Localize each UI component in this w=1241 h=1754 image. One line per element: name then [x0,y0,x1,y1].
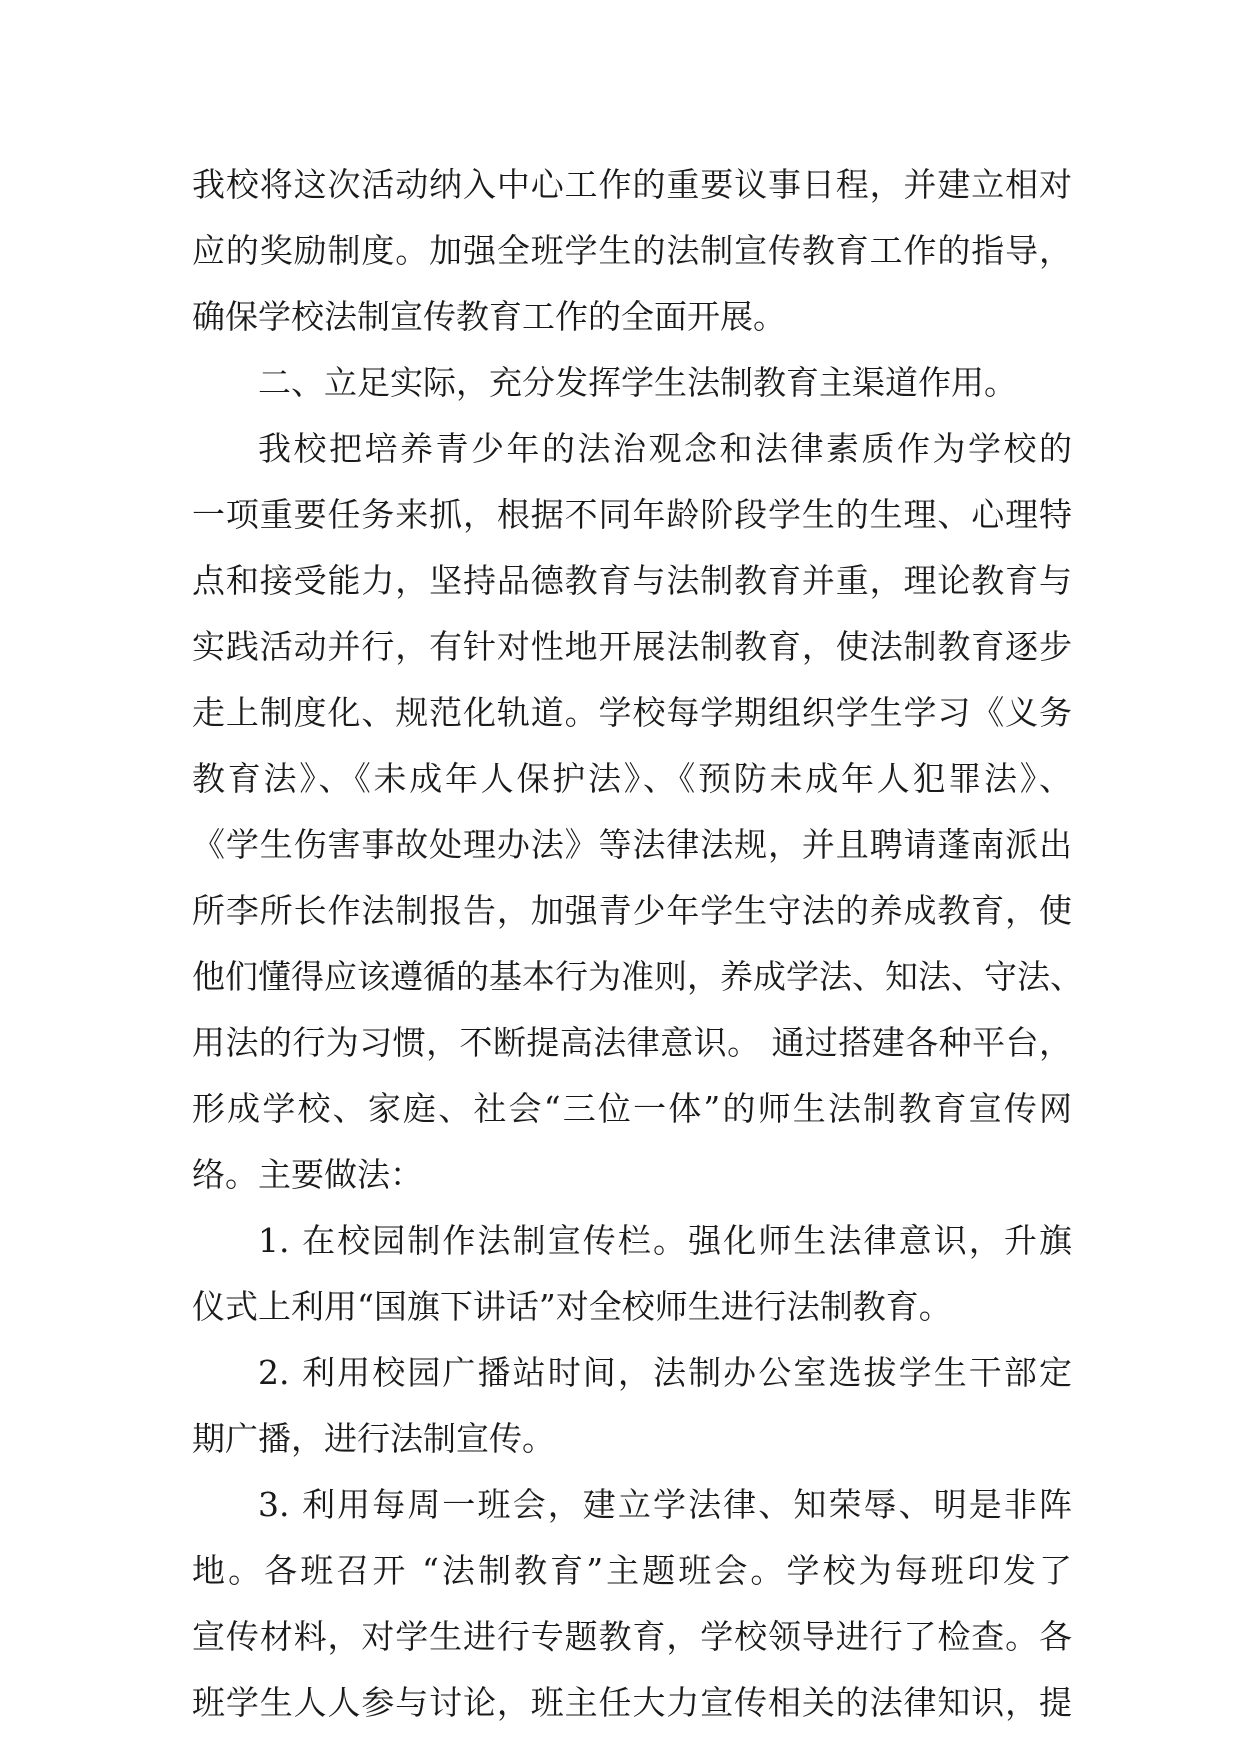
text-line: 走上制度化、规范化轨道。学校每学期组织学生学习《义务 [192,693,1072,732]
text-line: 班学生人人参与讨论，班主任大力宣传相关的法律知识，提 [192,1683,1072,1722]
text-line: 确保学校法制宣传教育工作的全面开展。 [192,297,786,336]
text-line: 期广播，进行法制宣传。 [192,1419,555,1458]
text-line: 应的奖励制度。加强全班学生的法制宣传教育工作的指导， [192,231,1072,270]
text-line: 他们懂得应该遵循的基本行为准则，养成学法、知法、守法、 [192,957,1083,996]
text-line: 实践活动并行，有针对性地开展法制教育，使法制教育逐步 [192,627,1072,666]
text-line: 仪式上利用“国旗下讲话”对全校师生进行法制教育。 [192,1287,952,1326]
text-line: 我校将这次活动纳入中心工作的重要议事日程，并建立相对 [192,165,1072,204]
text-line: 宣传材料，对学生进行专题教育，学校领导进行了检查。各 [192,1617,1072,1656]
text-line: 点和接受能力，坚持品德教育与法制教育并重，理论教育与 [192,561,1072,600]
text-line: 所李所长作法制报告，加强青少年学生守法的养成教育，使 [192,891,1072,930]
list-item: 2. 利用校园广播站时间，法制办公室选拔学生干部定 [258,1353,1072,1392]
text-line: 地。各班召开 “法制教育”主题班会。学校为每班印发了 [192,1551,1072,1590]
text-line: 我校把培养青少年的法治观念和法律素质作为学校的 [258,429,1072,468]
text-line: 一项重要任务来抓，根据不同年龄阶段学生的生理、心理特 [192,495,1072,534]
list-item: 1. 在校园制作法制宣传栏。强化师生法律意识，升旗 [258,1221,1072,1260]
list-item: 3. 利用每周一班会，建立学法律、知荣辱、明是非阵 [258,1485,1072,1524]
text-line: 《学生伤害事故处理办法》等法律法规，并且聘请蓬南派出 [192,825,1072,864]
text-line: 形成学校、家庭、社会“三位一体”的师生法制教育宣传网 [192,1089,1072,1128]
text-line: 用法的行为习惯，不断提高法律意识。 通过搭建各种平台， [192,1023,1072,1062]
section-heading: 二、立足实际，充分发挥学生法制教育主渠道作用。 [258,363,1017,402]
text-line: 教育法》、《未成年人保护法》、《预防未成年人犯罪法》、 [192,759,1072,798]
text-line: 络。主要做法： [192,1155,423,1194]
